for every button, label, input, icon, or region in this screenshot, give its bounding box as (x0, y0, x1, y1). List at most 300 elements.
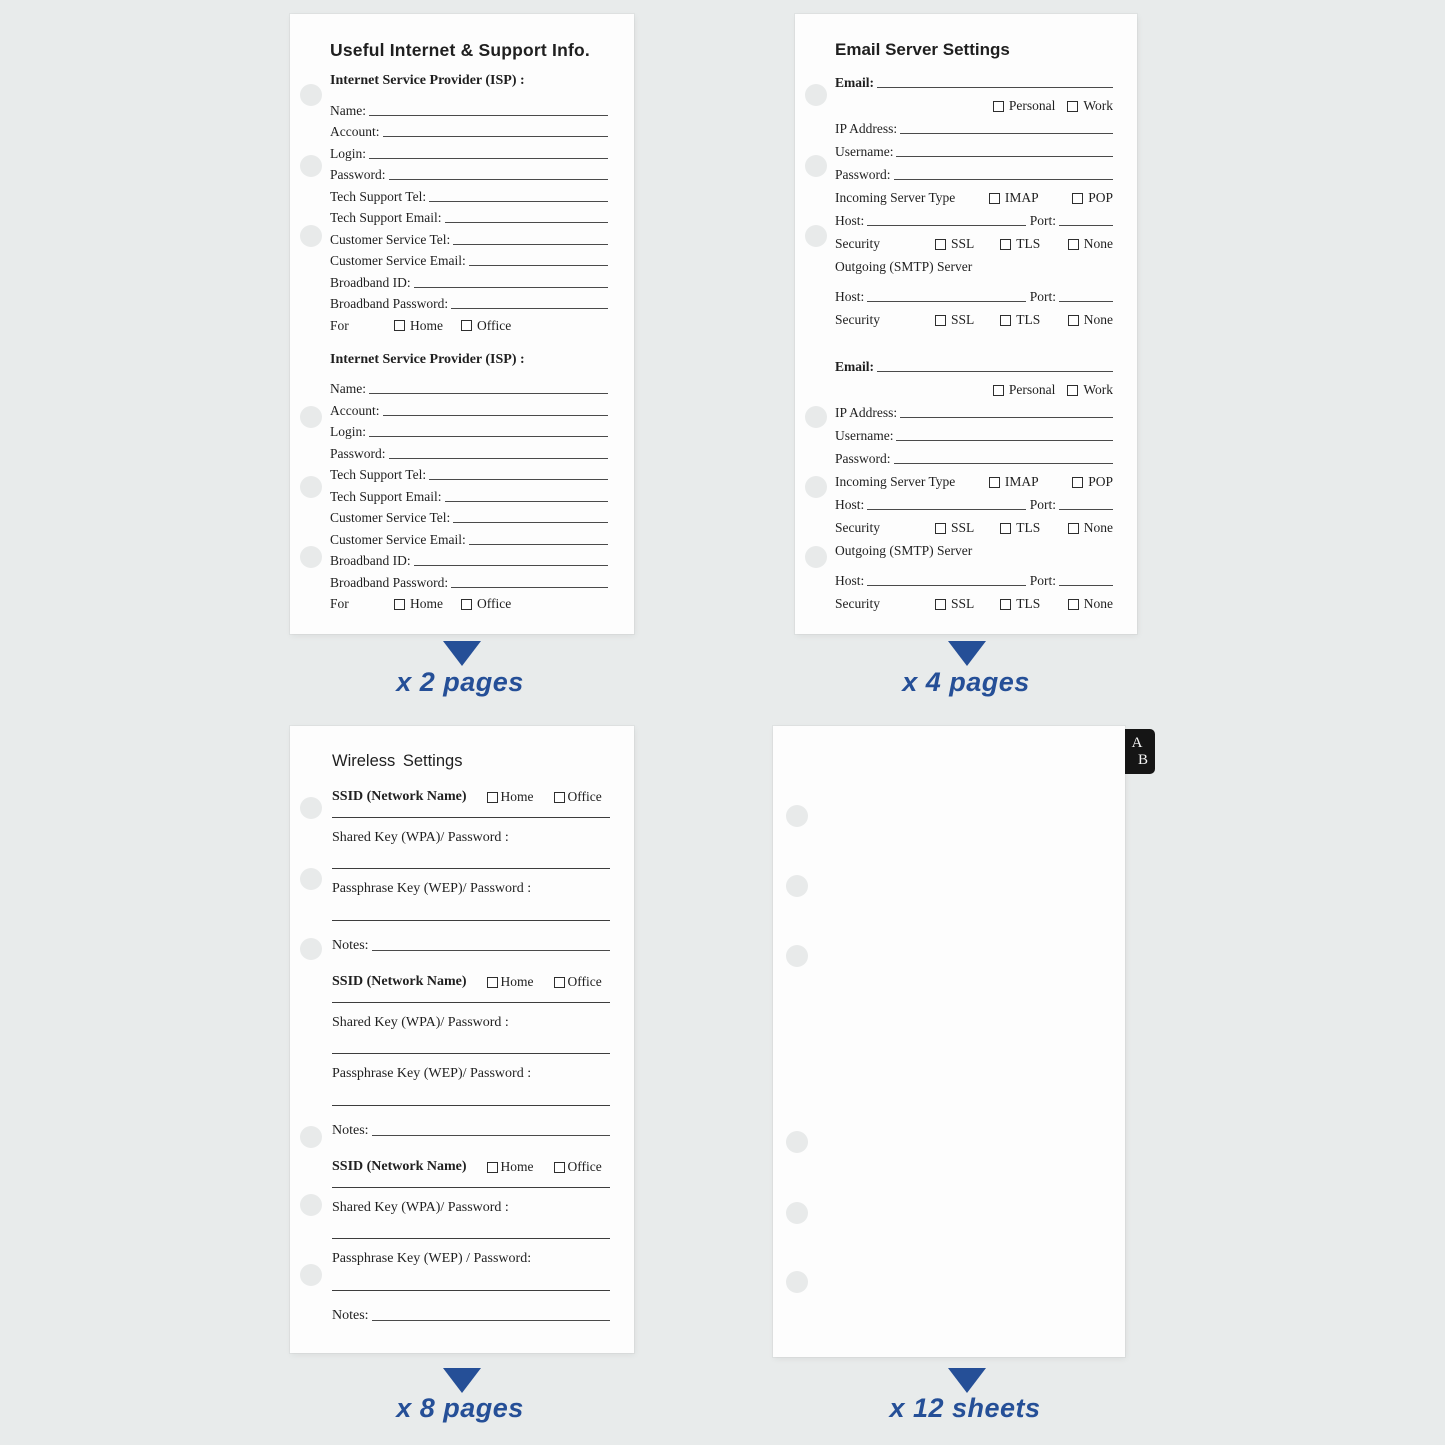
ssl-checkbox-icon (935, 523, 946, 534)
write-in-line (896, 440, 1113, 441)
home-label: Home (410, 596, 443, 611)
write-in-line-short (1059, 301, 1113, 302)
home-checkbox-group (394, 596, 443, 612)
port-label: Port: (1029, 213, 1056, 228)
security-label: Security (835, 236, 880, 251)
notes-label: Notes: (332, 938, 369, 953)
write-in-line (900, 133, 1113, 134)
notes-label: Notes: (332, 1308, 369, 1323)
field-label: Broadband ID: (330, 274, 411, 290)
office-label: Office (567, 1159, 602, 1174)
form-field-row (835, 137, 1113, 160)
email-page-title: Email Server Settings (835, 40, 1010, 59)
form-field-row (330, 205, 608, 227)
home-checkbox-group (487, 789, 534, 805)
host-port-row (835, 566, 1113, 589)
office-checkbox-icon (554, 977, 565, 988)
home-label: Home (410, 317, 443, 333)
tls-checkbox-icon (1000, 315, 1011, 326)
email-label: Email: (835, 359, 874, 374)
imap-checkbox-group (989, 190, 1039, 206)
tls-checkbox-icon (1000, 523, 1011, 534)
tls-checkbox-group (1000, 236, 1040, 252)
punch-hole (805, 476, 827, 498)
ssl-label: SSL (951, 520, 975, 535)
office-checkbox-group (554, 789, 602, 805)
tls-label: TLS (1016, 596, 1041, 611)
write-in-line (469, 265, 608, 266)
punch-hole (300, 476, 322, 498)
ssid-row (332, 970, 610, 990)
host-label: Host: (835, 573, 865, 588)
pop-label: POP (1088, 190, 1113, 205)
field-label: Password: (835, 451, 891, 466)
host-label: Host: (835, 497, 865, 512)
for-label: For (330, 317, 349, 333)
none-checkbox-icon (1068, 599, 1079, 610)
down-arrow-icon (443, 1368, 481, 1393)
office-checkbox-group (554, 974, 602, 990)
form-field-row (330, 97, 608, 119)
page-blank-sheet (773, 726, 1148, 1357)
form-field-row (835, 444, 1113, 467)
wireless-page-title: Wireless Settings (332, 752, 463, 770)
field-label: Account: (330, 124, 380, 139)
email-blocks-container (835, 68, 1113, 612)
port-label: Port: (1029, 289, 1056, 304)
form-field-row (330, 569, 608, 591)
ssl-checkbox-icon (935, 599, 946, 610)
office-label: Office (567, 789, 602, 804)
none-label: None (1083, 596, 1113, 611)
field-label: Tech Support Email: (330, 488, 442, 504)
field-label: Tech Support Tel: (330, 467, 427, 482)
write-in-line (414, 565, 608, 566)
none-checkbox-group (1068, 236, 1113, 252)
host-label: Host: (835, 213, 865, 228)
punch-hole (805, 225, 827, 247)
host-port-row (835, 490, 1113, 513)
pop-checkbox-icon (1072, 193, 1083, 204)
form-field-row (330, 248, 608, 270)
shared-key-label: Shared Key (WPA)/ Password : (332, 1200, 509, 1215)
none-checkbox-group (1068, 596, 1113, 612)
home-label: Home (500, 1159, 534, 1174)
write-in-line (867, 585, 1025, 586)
ssl-label: SSL (951, 312, 975, 327)
isp-section (330, 352, 608, 613)
security-row (835, 589, 1113, 612)
punch-hole (300, 797, 322, 819)
field-label: Password: (330, 445, 386, 461)
personal-label: Personal (1008, 98, 1056, 113)
email-settings-block (835, 352, 1113, 612)
page-count-caption-blank: x 12 sheets (889, 1393, 1041, 1423)
form-field-row (330, 119, 608, 141)
none-label: None (1083, 236, 1113, 251)
punch-hole (300, 1194, 322, 1216)
office-checkbox-icon (461, 599, 472, 610)
field-label: Customer Service Email: (330, 531, 466, 547)
imap-checkbox-icon (989, 477, 1000, 488)
port-label: Port: (1029, 573, 1056, 588)
tls-checkbox-group (1000, 312, 1040, 328)
imap-checkbox-icon (989, 193, 1000, 204)
passphrase-key-label: Passphrase Key (WEP)/ Password : (332, 1066, 532, 1081)
tls-checkbox-group (1000, 596, 1040, 612)
personal-checkbox-group (993, 98, 1056, 114)
wireless-network-block (332, 970, 610, 1139)
ssid-row (332, 785, 610, 805)
field-label: IP Address: (835, 121, 898, 136)
personal-label: Personal (1008, 382, 1056, 397)
field-label: Customer Service Tel: (330, 231, 451, 247)
ab-index-tab (1125, 729, 1155, 774)
wireless-network-block (332, 785, 610, 954)
wireless-network-block (332, 1155, 610, 1324)
isp-section-heading: Internet Service Provider (ISP) : (330, 351, 525, 367)
punch-hole (805, 155, 827, 177)
isp-section-heading: Internet Service Provider (ISP) : (330, 73, 525, 88)
none-checkbox-group (1068, 520, 1113, 536)
email-settings-block (835, 68, 1113, 328)
write-in-line-short (1059, 585, 1113, 586)
write-in-line-short (1059, 509, 1113, 510)
office-checkbox-group (461, 318, 511, 334)
security-row (835, 513, 1113, 536)
incoming-server-type-label: Incoming Server Type (835, 190, 956, 205)
office-checkbox-icon (554, 792, 565, 803)
write-in-line (332, 1053, 610, 1054)
home-checkbox-group (487, 974, 534, 990)
field-label: Password: (835, 167, 891, 182)
ssid-row (332, 1155, 610, 1175)
field-label: Broadband ID: (330, 553, 411, 568)
punch-hole (300, 84, 322, 106)
form-field-row (330, 462, 608, 484)
punch-hole (786, 875, 808, 897)
punch-hole (786, 1202, 808, 1224)
tls-label: TLS (1016, 312, 1041, 327)
personal-checkbox-icon (993, 385, 1004, 396)
form-field-row (835, 160, 1113, 183)
field-label: IP Address: (835, 405, 898, 420)
work-label: Work (1083, 382, 1113, 397)
form-field-row (330, 162, 608, 184)
write-in-line (429, 479, 608, 480)
port-label: Port: (1029, 497, 1056, 512)
work-checkbox-group (1067, 98, 1113, 114)
punch-hole (300, 1264, 322, 1286)
write-in-line (469, 544, 608, 545)
field-label: Username: (835, 144, 894, 159)
pop-checkbox-group (1072, 190, 1113, 206)
down-arrow-icon (948, 1368, 986, 1393)
page-email-server-settings (795, 14, 1137, 634)
write-in-line (383, 136, 609, 137)
write-in-line (867, 509, 1025, 510)
punch-hole (805, 84, 827, 106)
field-label: Tech Support Email: (330, 210, 442, 225)
home-checkbox-icon (487, 792, 498, 803)
tls-label: TLS (1016, 520, 1041, 535)
home-checkbox-icon (394, 320, 405, 331)
ssid-label: SSID (Network Name) (332, 974, 467, 989)
imap-label: IMAP (1004, 474, 1039, 489)
host-label: Host: (835, 289, 865, 304)
security-label: Security (835, 520, 880, 535)
write-in-line (369, 115, 608, 116)
email-type-row (835, 91, 1113, 114)
write-in-line (389, 179, 608, 180)
write-in-line (453, 522, 608, 523)
write-in-line (332, 1105, 610, 1106)
imap-checkbox-group (989, 474, 1039, 490)
write-in-line (445, 501, 608, 502)
write-in-line (451, 308, 608, 309)
ssl-checkbox-icon (935, 239, 946, 250)
ssl-checkbox-icon (935, 315, 946, 326)
incoming-server-type-row (835, 183, 1113, 206)
isp-sections-container (330, 73, 608, 612)
write-in-line (414, 287, 608, 288)
none-checkbox-icon (1068, 523, 1079, 534)
field-label: Broadband Password: (330, 574, 449, 590)
field-label: Login: (330, 145, 366, 161)
notes-row (332, 1304, 610, 1324)
work-checkbox-group (1067, 382, 1113, 398)
field-label: Tech Support Tel: (330, 188, 427, 204)
home-label: Home (500, 974, 534, 989)
write-in-line (877, 371, 1113, 372)
tls-checkbox-icon (1000, 599, 1011, 610)
personal-checkbox-group (993, 382, 1056, 398)
form-field-row (835, 398, 1113, 421)
pop-checkbox-group (1072, 474, 1113, 490)
page-count-caption-email: x 4 pages (902, 667, 1030, 697)
field-label: Password: (330, 167, 386, 182)
home-checkbox-icon (394, 599, 405, 610)
office-label: Office (567, 974, 602, 989)
write-in-line (332, 920, 610, 921)
write-in-line (389, 458, 608, 459)
incoming-server-type-label: Incoming Server Type (835, 474, 956, 489)
none-label: None (1083, 520, 1113, 535)
form-field-row (835, 421, 1113, 444)
tls-checkbox-icon (1000, 239, 1011, 250)
none-checkbox-icon (1068, 239, 1079, 250)
office-checkbox-group (554, 1159, 602, 1175)
field-label: Broadband Password: (330, 296, 449, 311)
ssl-checkbox-group (935, 520, 974, 536)
page-internet-support-info (290, 14, 634, 634)
ssl-label: SSL (951, 236, 975, 251)
office-checkbox-group (461, 596, 511, 612)
outgoing-smtp-heading (835, 536, 1113, 559)
write-in-line (453, 244, 608, 245)
form-field-row (330, 397, 608, 419)
write-in-line (332, 1002, 610, 1003)
write-in-line (372, 1135, 610, 1136)
write-in-line (867, 225, 1025, 226)
pop-label: POP (1088, 474, 1113, 489)
field-label: Login: (330, 424, 366, 439)
page-count-caption-isp: x 2 pages (396, 667, 524, 697)
form-field-row (330, 440, 608, 462)
wireless-blocks-container (332, 785, 610, 1324)
write-in-line (383, 415, 609, 416)
email-type-row (835, 375, 1113, 398)
office-checkbox-icon (461, 320, 472, 331)
write-in-line (867, 301, 1025, 302)
form-field-row (835, 114, 1113, 137)
shared-key-label: Shared Key (WPA)/ Password : (332, 1015, 509, 1030)
tls-checkbox-group (1000, 520, 1040, 536)
for-label: For (330, 596, 349, 611)
work-checkbox-icon (1067, 385, 1078, 396)
form-field-row (330, 269, 608, 291)
office-checkbox-icon (554, 1162, 565, 1173)
none-checkbox-group (1068, 312, 1113, 328)
field-label: Customer Service Email: (330, 253, 466, 268)
tab-letter-a: A (1131, 734, 1143, 751)
punch-hole (300, 225, 322, 247)
passphrase-key-label: Passphrase Key (WEP) / Password: (332, 1251, 532, 1266)
none-checkbox-icon (1068, 315, 1079, 326)
passphrase-key-label: Passphrase Key (WEP)/ Password : (332, 881, 532, 896)
punch-hole (300, 938, 322, 960)
punch-hole (805, 406, 827, 428)
write-in-line (369, 436, 608, 437)
form-field-row (330, 291, 608, 313)
write-in-line (445, 222, 608, 223)
write-in-line (894, 463, 1113, 464)
ssid-label: SSID (Network Name) (332, 789, 467, 804)
incoming-server-type-row (835, 467, 1113, 490)
email-field-row (835, 68, 1113, 91)
form-field-row (330, 548, 608, 570)
home-checkbox-group (394, 318, 443, 334)
form-field-row (330, 183, 608, 205)
ssl-checkbox-group (935, 596, 974, 612)
form-field-row (330, 226, 608, 248)
punch-hole (300, 868, 322, 890)
write-in-line (332, 1187, 610, 1188)
tab-letter-b: B (1137, 751, 1148, 768)
host-port-row (835, 206, 1113, 229)
ssl-label: SSL (951, 596, 975, 611)
pop-checkbox-icon (1072, 477, 1083, 488)
write-in-line (369, 158, 608, 159)
write-in-line (896, 156, 1113, 157)
work-label: Work (1083, 98, 1113, 113)
field-label: Account: (330, 402, 380, 418)
email-label: Email: (835, 75, 874, 90)
security-row (835, 305, 1113, 328)
punch-hole (786, 1131, 808, 1153)
isp-page-title: Useful Internet & Support Info. (330, 40, 590, 60)
outgoing-smtp-heading (835, 252, 1113, 275)
write-in-line (372, 1320, 610, 1321)
form-field-row (330, 419, 608, 441)
write-in-line (332, 868, 610, 869)
punch-hole (300, 546, 322, 568)
punch-hole (300, 1126, 322, 1148)
punch-hole (786, 805, 808, 827)
office-label: Office (477, 596, 512, 611)
write-in-line (369, 393, 608, 394)
email-field-row (835, 352, 1113, 375)
punch-hole (300, 406, 322, 428)
form-field-row (330, 376, 608, 398)
home-label: Home (500, 789, 534, 804)
write-in-line (894, 179, 1113, 180)
punch-hole (300, 155, 322, 177)
ssl-checkbox-group (935, 236, 974, 252)
punch-hole (786, 1271, 808, 1293)
punch-hole (786, 945, 808, 967)
notes-label: Notes: (332, 1123, 369, 1138)
form-field-row (330, 526, 608, 548)
form-field-row (330, 483, 608, 505)
notes-row (332, 1119, 610, 1139)
field-label: Name: (330, 102, 366, 118)
shared-key-label: Shared Key (WPA)/ Password : (332, 830, 509, 845)
write-in-line (332, 817, 610, 818)
security-label: Security (835, 312, 880, 327)
notes-row (332, 934, 610, 954)
imap-label: IMAP (1004, 190, 1039, 205)
for-row (330, 591, 608, 613)
ssid-label: SSID (Network Name) (332, 1159, 467, 1174)
none-label: None (1083, 312, 1113, 327)
field-label: Name: (330, 381, 366, 396)
security-label: Security (835, 596, 880, 611)
write-in-line (429, 201, 608, 202)
ssl-checkbox-group (935, 312, 974, 328)
down-arrow-icon (948, 641, 986, 666)
security-row (835, 229, 1113, 252)
write-in-line (372, 950, 610, 951)
field-label: Customer Service Tel: (330, 510, 451, 525)
page-wireless-settings (290, 726, 634, 1353)
write-in-line (332, 1238, 610, 1239)
for-row (330, 312, 608, 334)
write-in-line (877, 87, 1113, 88)
outgoing-smtp-label: Outgoing (SMTP) Server (835, 259, 973, 274)
page-count-caption-wireless: x 8 pages (396, 1393, 524, 1423)
home-checkbox-icon (487, 977, 498, 988)
isp-section (330, 73, 608, 334)
tls-label: TLS (1016, 236, 1041, 251)
form-field-row (330, 505, 608, 527)
outgoing-smtp-label: Outgoing (SMTP) Server (835, 543, 973, 558)
punch-hole (805, 546, 827, 568)
form-field-row (330, 140, 608, 162)
host-port-row (835, 282, 1113, 305)
write-in-line-short (1059, 225, 1113, 226)
field-label: Username: (835, 428, 894, 443)
down-arrow-icon (443, 641, 481, 666)
write-in-line (451, 587, 608, 588)
personal-checkbox-icon (993, 101, 1004, 112)
write-in-line (332, 1290, 610, 1291)
home-checkbox-icon (487, 1162, 498, 1173)
write-in-line (900, 417, 1113, 418)
office-label: Office (477, 317, 512, 333)
home-checkbox-group (487, 1159, 534, 1175)
work-checkbox-icon (1067, 101, 1078, 112)
